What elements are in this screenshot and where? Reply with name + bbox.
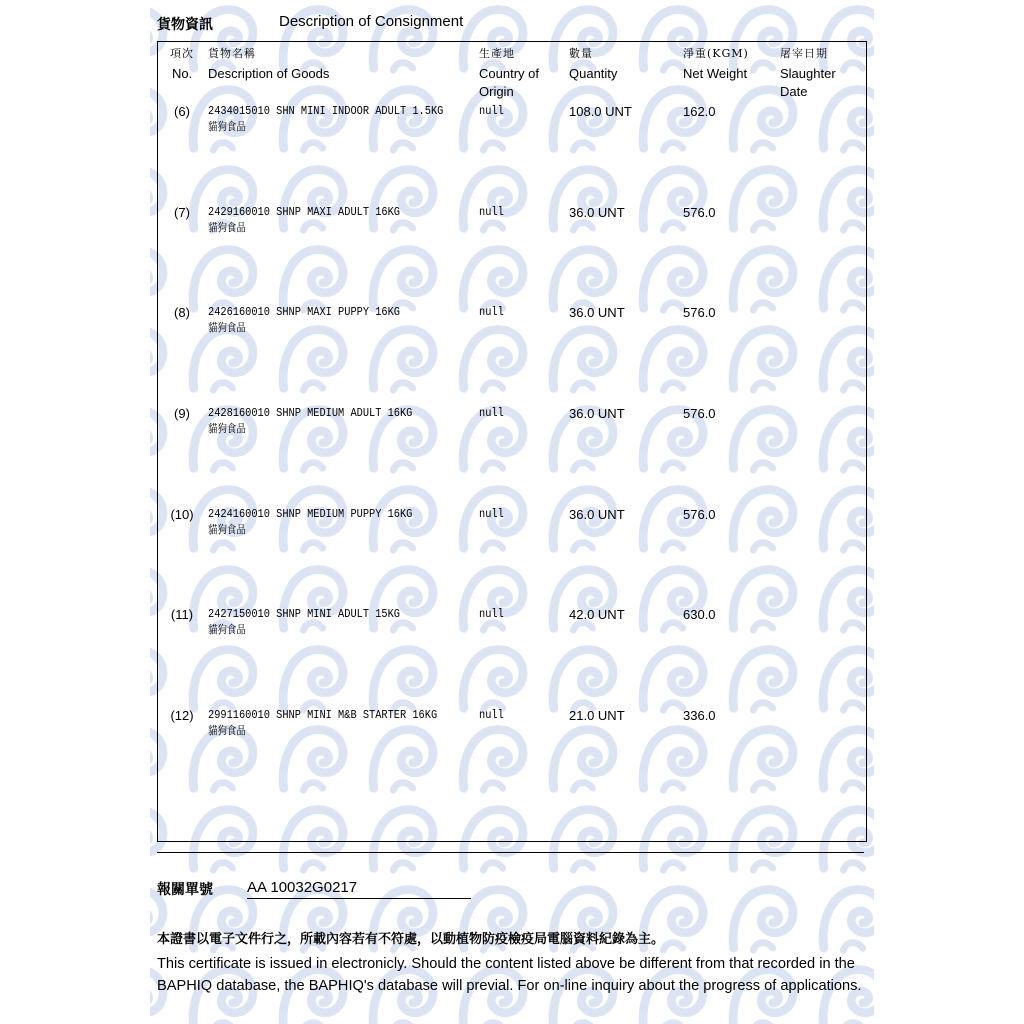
row-quantity: 108.0 UNT [569,104,632,119]
row-net-weight: 576.0 [683,205,716,220]
row-net-weight: 336.0 [683,708,716,723]
row-description [208,507,412,537]
header-no-en: No. [172,66,193,81]
row-description-cn: 貓狗食品 [208,120,246,133]
row-no: (10) [170,507,194,522]
row-origin: null [479,607,504,621]
declaration-number: AA 10032G0217 [247,879,471,899]
table-row [0,708,1024,808]
row-origin: null [479,305,504,319]
row-description-en: 2434015010 SHN MINI INDOOR ADULT 1.5KG [208,104,444,118]
row-origin: null [479,205,504,219]
row-net-weight: 162.0 [683,104,716,119]
header-date-en-line2: Date [780,84,808,99]
header-date-en [780,65,836,101]
row-no: (6) [174,104,190,119]
certificate-note-cn: 本證書以電子文件行之，所載內容若有不符處，以動植物防疫檢疫局電腦資料紀錄為主。 [157,932,665,947]
row-description-cn: 貓狗食品 [208,422,246,435]
header-origin-en-line1: Country of [479,66,539,81]
table-row [0,406,1024,506]
row-quantity: 21.0 UNT [569,708,625,723]
header-origin-cn: 生產地 [479,47,515,60]
row-description [208,708,437,738]
row-origin: null [479,507,504,521]
row-quantity: 36.0 UNT [569,305,625,320]
table-row [0,205,1024,305]
row-no: (9) [174,406,190,421]
header-qty-en: Quantity [569,66,618,81]
declaration-label: 報關單號 [157,882,213,898]
row-origin: null [479,406,504,420]
header-weight-cn: 淨重(KGM) [683,47,749,60]
row-quantity: 36.0 UNT [569,406,625,421]
header-desc-cn: 貨物名稱 [208,47,256,60]
row-description [208,205,400,235]
certificate-note-en: This certificate is issued in electronicly. Should the content listed above be different from that recorded in the BAPHIQ database, the BAPHIQ's database will previal. For on-line inquiry about the progress of applications. [157,956,862,994]
row-description-cn: 貓狗食品 [208,724,246,737]
row-description-en: 2427150010 SHNP MINI ADULT 15KG [208,607,400,621]
row-description [208,104,443,134]
row-quantity: 36.0 UNT [569,205,625,220]
table-row [0,305,1024,405]
row-description-en: 2424160010 SHNP MEDIUM PUPPY 16KG [208,507,413,521]
row-description-en: 2991160010 SHNP MINI M&B STARTER 16KG [208,708,438,722]
header-origin-en [479,65,539,101]
header-qty-cn: 數量 [569,47,593,60]
row-origin: null [479,708,504,722]
row-net-weight: 576.0 [683,305,716,320]
row-no: (11) [170,607,194,622]
row-no: (7) [174,205,190,220]
table-row [0,507,1024,607]
header-no-cn: 項次 [170,47,194,60]
row-no: (12) [170,708,194,723]
header-origin-en-line2: Origin [479,84,514,99]
divider [157,852,864,853]
row-description-en: 2426160010 SHNP MAXI PUPPY 16KG [208,305,400,319]
table-row [0,607,1024,707]
row-net-weight: 576.0 [683,507,716,522]
row-origin: null [479,104,504,118]
row-description-en: 2428160010 SHNP MEDIUM ADULT 16KG [208,406,413,420]
row-quantity: 42.0 UNT [569,607,625,622]
table-row [0,104,1024,204]
header-desc-en: Description of Goods [208,66,330,81]
row-net-weight: 576.0 [683,406,716,421]
row-no: (8) [174,305,190,320]
row-description-en: 2429160010 SHNP MAXI ADULT 16KG [208,205,400,219]
row-description-cn: 貓狗食品 [208,321,246,334]
row-description [208,406,412,436]
row-description-cn: 貓狗食品 [208,523,246,536]
row-description-cn: 貓狗食品 [208,221,246,234]
header-weight-en: Net Weight [683,66,748,81]
header-date-en-line1: Slaughter [780,66,836,81]
row-description [208,607,400,637]
header-date-cn: 屠宰日期 [780,47,828,60]
row-net-weight: 630.0 [683,607,716,622]
section-title-cn: 貨物資訊 [157,17,213,33]
row-description [208,305,400,335]
row-description-cn: 貓狗食品 [208,623,246,636]
section-title-en: Description of Consignment [279,13,464,30]
row-quantity: 36.0 UNT [569,507,625,522]
